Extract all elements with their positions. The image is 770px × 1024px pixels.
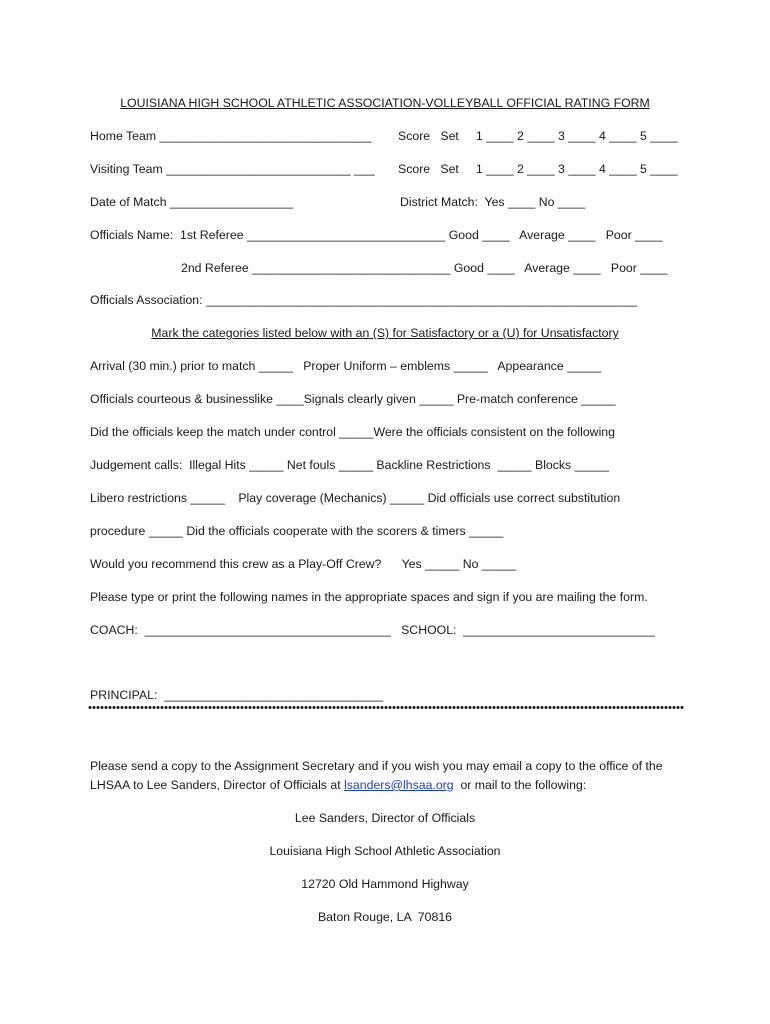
signing-instructions: Please type or print the following names in the appropriate spaces and sign if you are mailing the form. [90,590,648,604]
send-text-suffix: or mail to the following: [453,778,587,792]
question-judgement-calls[interactable]: Judgement calls: Illegal Hits _____ Net fouls _____ Backline Restrictions _____ Blocks _____ [90,458,609,472]
question-substitution-scorers[interactable]: procedure _____ Did the officials cooperate with the scorers & timers _____ [90,524,504,538]
visiting-score-sets[interactable]: Score Set 1 ____ 2 ____ 3 ____ 4 ____ 5 ____ [398,162,678,176]
address-name: Lee Sanders, Director of Officials [294,811,476,825]
date-of-match-field[interactable]: Date of Match __________________ [90,195,294,209]
send-text-prefix: LHSAA to Lee Sanders, Director of Officials at [90,778,345,792]
visiting-team-field[interactable]: Visiting Team ___________________________ ___ [90,162,375,176]
home-score-sets[interactable]: Score Set 1 ____ 2 ____ 3 ____ 4 ____ 5 ____ [398,129,678,143]
first-referee-field[interactable]: Officials Name: 1st Referee _____________________________ Good ____ Average ____ Poor ____ [90,228,663,242]
question-arrival-uniform[interactable]: Arrival (30 min.) prior to match _____ Proper Uniform – emblems _____ Appearance _____ [90,359,602,373]
question-playoff-crew[interactable]: Would you recommend this crew as a Play-Off Crew? Yes _____ No _____ [90,557,517,571]
send-instructions-line-2 [90,777,586,793]
dotted-divider [88,705,684,710]
address-city: Baton Rouge, LA 70816 [317,910,452,924]
question-match-control[interactable]: Did the officials keep the match under control _____Were the officials consistent on the following [90,425,615,439]
send-instructions-line-1: Please send a copy to the Assignment Secretary and if you wish you may email a copy to the office of the [90,759,663,773]
question-courteous-signals[interactable]: Officials courteous & businesslike ____Signals clearly given _____ Pre-match conference _____ [90,392,616,406]
home-team-field[interactable]: Home Team _______________________________ [90,129,372,143]
principal-field[interactable]: PRINCIPAL: ________________________________ [90,688,384,702]
question-libero-coverage[interactable]: Libero restrictions _____ Play coverage (Mechanics) _____ Did officials use correct substitution [90,491,621,505]
district-match-field[interactable]: District Match: Yes ____ No ____ [400,195,586,209]
form-title: LOUISIANA HIGH SCHOOL ATHLETIC ASSOCIATION-VOLLEYBALL OFFICIAL RATING FORM [120,96,650,110]
second-referee-field[interactable]: 2nd Referee _____________________________ Good ____ Average ____ Poor ____ [181,261,668,275]
rating-instructions: Mark the categories listed below with an (S) for Satisfactory or a (U) for Unsatisfactory [151,326,619,340]
address-street: 12720 Old Hammond Highway [301,877,469,891]
address-organization: Louisiana High School Athletic Association [269,844,501,858]
coach-school-fields[interactable]: COACH: ____________________________________ SCHOOL: ____________________________ [90,623,655,637]
email-link[interactable]: lsanders@lhsaa.org [344,778,454,792]
officials-association-field[interactable]: Officials Association: _______________________________________________________________ [90,293,637,307]
